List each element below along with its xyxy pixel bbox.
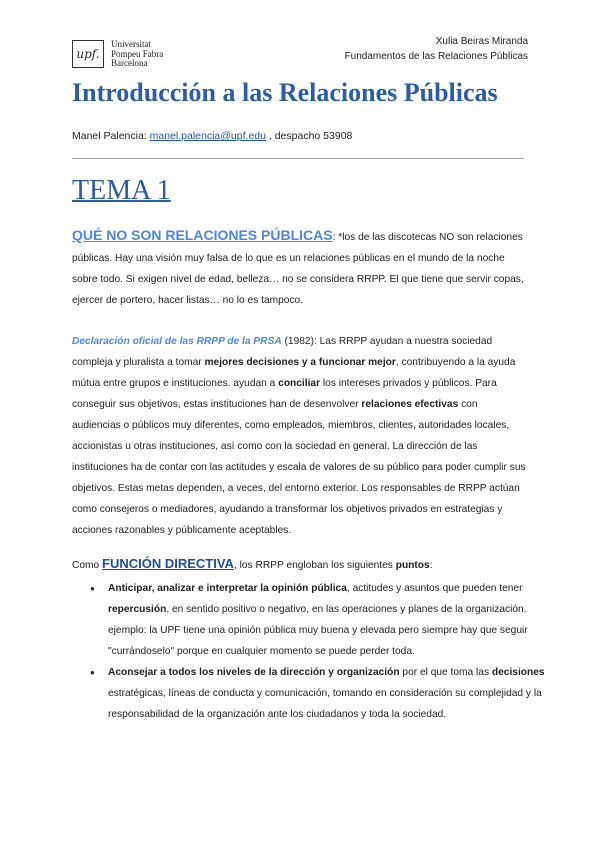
p2-text-3: los intereses privados y públicos. Para conseguir sus objetivos, estas instituciones han de desenvolver [72,378,497,410]
p3-bold-1: puntos [395,560,430,571]
point-2-bold-1: Aconsejar a todos los niveles de la dirección y organización [108,667,400,678]
header-author: Xulia Beiras Miranda [435,36,528,47]
p1-text: : *los de las discotecas NO son relaciones públicas. Hay una visión muy falsa de lo que es un relaciones públicas en el mundo de la noche sobre todo. Si exigen nivel de edad, belleza… no se considera RRPP. El que tiene que servir copas, ejercer de portero, hacer listas… no lo es tampoco. [72,232,524,306]
heading-funcion-directiva: FUNCIÓN DIRECTIVA [102,556,234,571]
p3-text-3: : [429,560,433,571]
p3-text-1: Como [72,560,103,571]
point-1-bold-2: repercusión [108,604,167,615]
paragraph-funcion-directiva [72,553,528,576]
professor-line [72,130,352,142]
p2-bold-1: mejores decisiones y a funcionar mejor [204,357,396,368]
paragraph-declaracion-prsa [72,331,528,541]
document-title: Introducción a las Relaciones Públicas [72,78,498,107]
list-item [108,578,564,662]
p2-bold-3: relaciones efectivas [361,399,459,410]
p2-text-2: , contribuyendo a la ayuda mútua entre grupos e instituciones. ayudan a [72,357,516,389]
logo-line-1: Universitat [111,39,151,49]
horizontal-divider [72,158,524,159]
page-header [345,34,528,64]
logo-line-2: Pompeu Fabra [111,48,164,59]
points-list [72,578,564,725]
point-1-bold-1: Anticipar, analizar e interpretar la opinión pública [108,583,347,594]
point-2-text-1: por el que toma las [399,667,492,678]
section-title: TEMA 1 [72,175,171,206]
p2-bold-2: conciliar [278,378,321,389]
point-2-bold-2: decisiones [491,667,545,678]
paragraph-que-no-son [72,225,528,311]
heading-declaracion-prsa: Declaración oficial de las RRPP de la PRSA [72,336,282,347]
heading-que-no-son: QUÉ NO SON RELACIONES PÚBLICAS [72,227,333,243]
professor-name: Manel Palencia: [72,130,150,142]
professor-email-link[interactable]: manel.palencia@upf.edu [149,130,266,142]
p3-text-2: , los RRPP engloban los siguientes [233,560,396,571]
professor-office: , despacho 53908 [265,130,353,142]
upf-logo [72,40,163,69]
p2-text-1: (1982): Las RRPP ayudan a nuestra sociedad compleja y pluralista a tomar [72,336,493,368]
upf-logo-mark: upf. [72,40,104,68]
point-1-text-2: , en sentido positivo o negativo, en las operaciones y planes de la organización. ejemplo: la UPF tiene una opinión pública muy buena y elevada pero siempre hay que seguir "currándoselo" porque en cualquier momento se puede perder toda. [108,604,528,657]
point-2-text-2: estratégicas, líneas de conducta y comunicación, tomando en consideración su complejidad y la responsabilidad de la organización ante los ciudadanos y toda la sociedad. [108,688,542,720]
header-course: Fundamentos de las Relaciones Públicas [344,51,528,62]
logo-line-3: Barcelona [111,58,148,68]
upf-logo-text [111,40,163,69]
point-1-text-1: , actitudes y asuntos que pueden tener [346,583,523,594]
p2-text-4: con audiencias o públicos muy diferentes, como empleados, miembros, clientes, autoridades locales, accionistas u otras instituciones, así como con la sociedad en general. La dirección de las instituciones ha de contar con las actitudes y escala de valores de su público para poder cumplir sus objetivos. Estas metas dependen, a veces, del entorno exterior. Los responsables de RRPP actúan como consejeros o mediadores, ayudando a transformar los objetivos privados en estrategias y acciones razonables y públicamente aceptables. [72,399,526,536]
list-item [108,662,564,725]
